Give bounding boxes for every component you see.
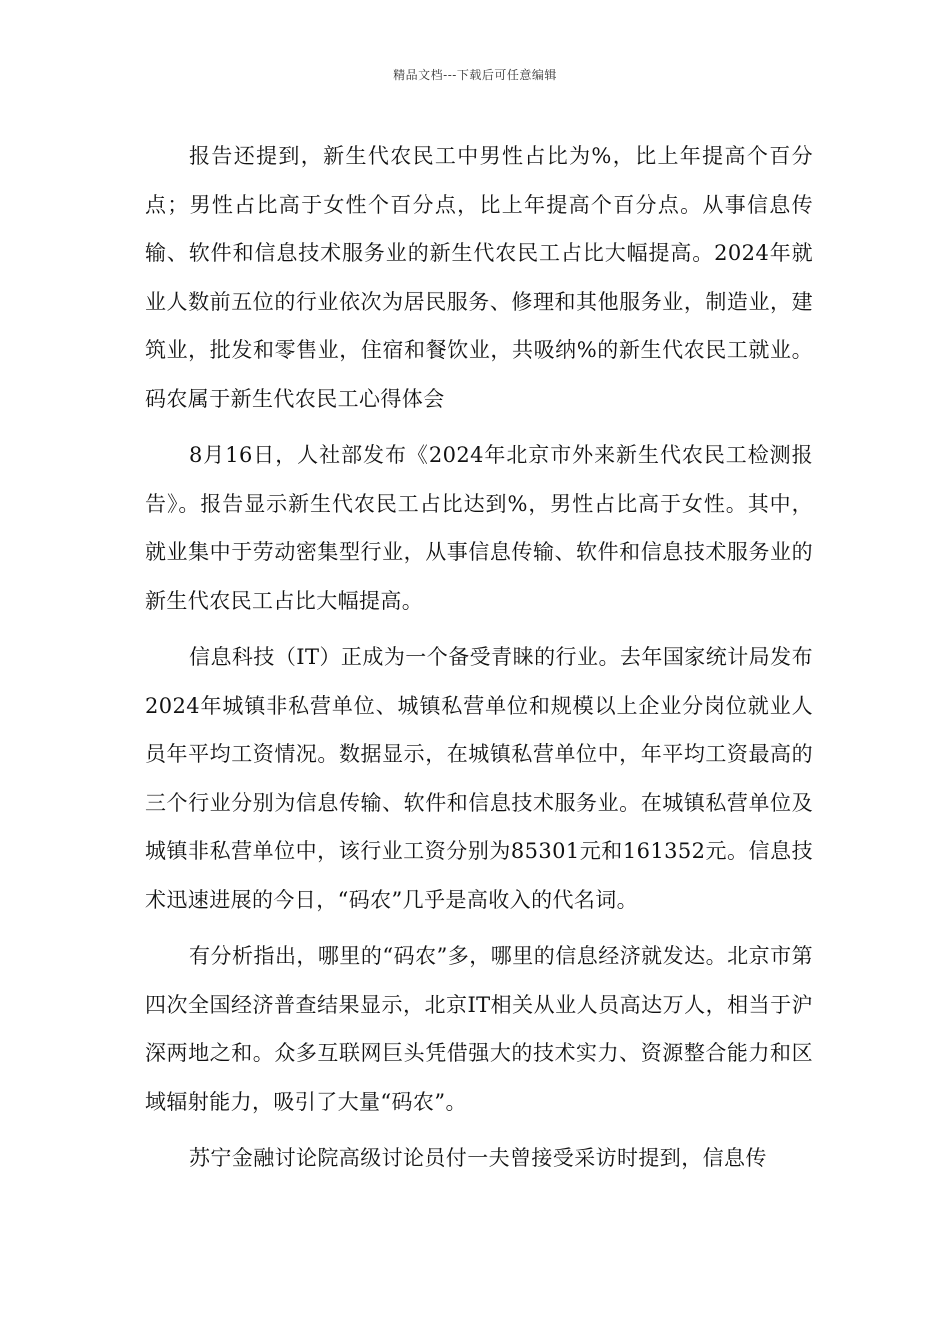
page-header: 精品文档---下载后可任意编辑	[393, 68, 557, 82]
paragraph: 苏宁金融讨论院高级讨论员付一夫曾接受采访时提到，信息传	[189, 1146, 767, 1170]
paragraph: 信息科技（IT）正成为一个备受青睐的行业。去年国家统计局发布2024年城镇非私营单位、城镇私营单位和规模以上企业分岗位就业人员年平均工资情况。数据显示，在城镇私营单位中，年平均工资最高的三个行业分别为信息传输、软件和信息技术服务业。在城镇私营单位及城镇非私营单位中，该行业工资分别为85301元和161352元。信息技术迅速进展的今日，“码农”几乎是高收入的代名词。	[145, 645, 813, 912]
document-body	[145, 132, 813, 1183]
paragraph: 有分析指出，哪里的“码农”多，哪里的信息经济就发达。北京市第四次全国经济普查结果显示，北京IT相关从业人员高达万人，相当于沪深两地之和。众多互联网巨头凭借强大的技术实力、资源整合能力和区域辐射能力，吸引了大量“码农”。	[145, 944, 813, 1114]
paragraph: 报告还提到，新生代农民工中男性占比为%，比上年提高个百分点；男性占比高于女性个百分点，比上年提高个百分点。从事信息传输、软件和信息技术服务业的新生代农民工占比大幅提高。2024年就业人数前五位的行业依次为居民服务、修理和其他服务业，制造业，建筑业，批发和零售业，住宿和餐饮业，共吸纳%的新生代农民工就业。码农属于新生代农民工心得体会	[145, 144, 813, 411]
paragraph: 8月16日，人社部发布《2024年北京市外来新生代农民工检测报告》。报告显示新生代农民工占比达到%，男性占比高于女性。其中，就业集中于劳动密集型行业，从事信息传输、软件和信息技术服务业的新生代农民工占比大幅提高。	[145, 443, 813, 613]
